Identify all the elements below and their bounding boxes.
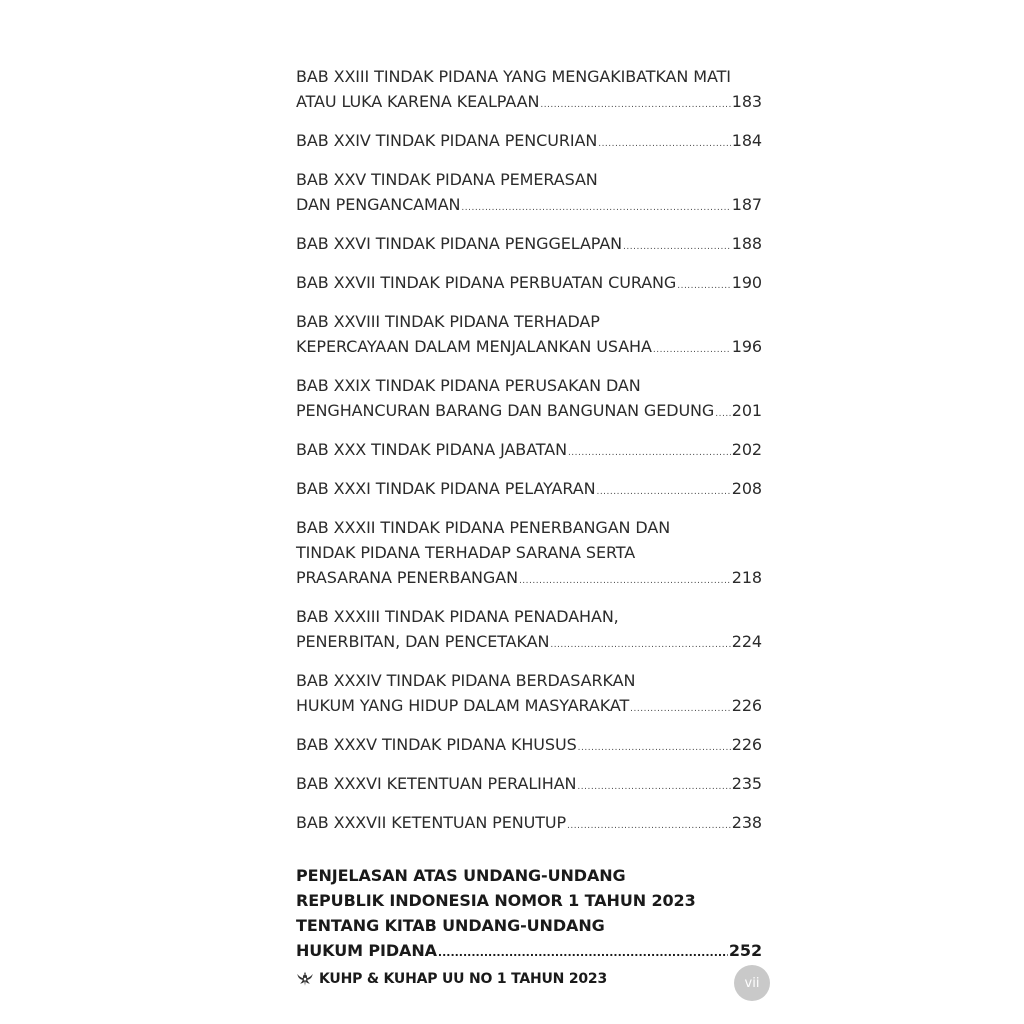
- dot-leader: [519, 569, 731, 594]
- toc-entries: [296, 64, 762, 839]
- page-number-badge: vii: [734, 965, 770, 1001]
- toc-entry[interactable]: [296, 64, 762, 118]
- table-of-contents: [296, 64, 762, 975]
- toc-page-number: 226: [731, 696, 762, 715]
- toc-entry[interactable]: [296, 309, 762, 363]
- toc-entry[interactable]: [296, 128, 762, 157]
- toc-entry[interactable]: [296, 515, 762, 594]
- toc-entry-last-line: [296, 128, 762, 157]
- page-footer: [296, 970, 607, 988]
- toc-entry-line: BAB XXXVII KETENTUAN PENUTUP: [296, 813, 567, 832]
- toc-entry-line: BAB XXIX TINDAK PIDANA PERUSAKAN DAN: [296, 376, 641, 395]
- toc-page-number: 202: [731, 440, 762, 459]
- toc-entry-line: HUKUM YANG HIDUP DALAM MASYARAKAT: [296, 696, 630, 715]
- toc-entry-explanation[interactable]: [296, 863, 762, 965]
- toc-page-number: 187: [731, 195, 762, 214]
- toc-entry-line: BAB XXXIII TINDAK PIDANA PENADAHAN,: [296, 607, 619, 626]
- toc-page-number: 184: [731, 131, 762, 150]
- toc-entry-line: BAB XXXI TINDAK PIDANA PELAYARAN: [296, 479, 596, 498]
- toc-entry-line: PENJELASAN ATAS UNDANG-UNDANG: [296, 866, 626, 885]
- toc-entry[interactable]: [296, 437, 762, 466]
- dot-leader: [438, 940, 728, 965]
- toc-entry-line: DAN PENGANCAMAN: [296, 195, 461, 214]
- toc-entry-last-line: [296, 693, 762, 722]
- toc-page-number: 190: [731, 273, 762, 292]
- dot-leader: [677, 274, 731, 299]
- toc-entry-last-line: [296, 192, 762, 221]
- toc-entry-line: BAB XXXV TINDAK PIDANA KHUSUS: [296, 735, 577, 754]
- dot-leader: [623, 235, 731, 260]
- toc-entry-last-line: [296, 231, 762, 260]
- toc-page-number: 224: [731, 632, 762, 651]
- dot-leader: [630, 697, 731, 722]
- dot-leader: [567, 814, 731, 839]
- toc-entry-line: HUKUM PIDANA: [296, 941, 437, 960]
- toc-entry-line: TINDAK PIDANA TERHADAP SARANA SERTA: [296, 543, 636, 562]
- dot-leader: [578, 736, 731, 761]
- toc-entry-line: BAB XXX TINDAK PIDANA JABATAN: [296, 440, 567, 459]
- toc-entry-last-line: [296, 398, 762, 427]
- toc-page-number: 208: [731, 479, 762, 498]
- toc-entry-last-line: [296, 771, 762, 800]
- footer-title: KUHP & KUHAP UU NO 1 TAHUN 2023: [319, 971, 608, 987]
- toc-entry[interactable]: [296, 668, 762, 722]
- toc-entry-line: PRASARANA PENERBANGAN: [296, 568, 518, 587]
- toc-page-number: 252: [728, 941, 762, 960]
- toc-entry-last-line: [296, 565, 762, 594]
- dot-leader: [598, 132, 731, 157]
- toc-entry[interactable]: [296, 771, 762, 800]
- toc-entry-last-line: [296, 270, 762, 299]
- toc-entry-line: KEPERCAYAAN DALAM MENJALANKAN USAHA: [296, 337, 652, 356]
- toc-entry-line: BAB XXXIV TINDAK PIDANA BERDASARKAN: [296, 671, 636, 690]
- toc-page-number: 188: [731, 234, 762, 253]
- toc-page-number: 201: [731, 401, 762, 420]
- toc-entry-last-line: [296, 732, 762, 761]
- toc-entry[interactable]: [296, 732, 762, 761]
- dot-leader: [715, 402, 731, 427]
- dot-leader: [653, 338, 731, 363]
- toc-entry[interactable]: [296, 231, 762, 260]
- dot-leader: [540, 93, 730, 118]
- toc-entry[interactable]: [296, 604, 762, 658]
- toc-entry-line: ATAU LUKA KARENA KEALPAAN: [296, 92, 540, 111]
- toc-page-number: 218: [731, 568, 762, 587]
- toc-entry[interactable]: [296, 167, 762, 221]
- toc-entry[interactable]: [296, 270, 762, 299]
- toc-entry-line: PENERBITAN, DAN PENCETAKAN: [296, 632, 550, 651]
- toc-page-number: 196: [731, 337, 762, 356]
- toc-entry-last-line: [296, 89, 762, 118]
- toc-page-number: 235: [731, 774, 762, 793]
- toc-page-number: 238: [731, 813, 762, 832]
- toc-entry-line: BAB XXIV TINDAK PIDANA PENCURIAN: [296, 131, 598, 150]
- dot-leader: [461, 196, 730, 221]
- toc-entry[interactable]: [296, 810, 762, 839]
- toc-entry-line: BAB XXV TINDAK PIDANA PEMERASAN: [296, 170, 598, 189]
- toc-entry-last-line: [296, 437, 762, 466]
- toc-entry-last-line: [296, 476, 762, 505]
- dot-leader: [577, 775, 730, 800]
- toc-entry-line: PENGHANCURAN BARANG DAN BANGUNAN GEDUNG: [296, 401, 715, 420]
- toc-entry-last-line: [296, 334, 762, 363]
- toc-entry-last-line: [296, 938, 762, 965]
- toc-entry-line: REPUBLIK INDONESIA NOMOR 1 TAHUN 2023: [296, 891, 696, 910]
- toc-page-number: 183: [731, 92, 762, 111]
- toc-page-number: 226: [731, 735, 762, 754]
- toc-entry-line: TENTANG KITAB UNDANG-UNDANG: [296, 916, 605, 935]
- garuda-emblem-icon: [296, 970, 314, 988]
- toc-entry-line: BAB XXIII TINDAK PIDANA YANG MENGAKIBATKAN MATI: [296, 67, 731, 86]
- toc-entry[interactable]: [296, 373, 762, 427]
- toc-entry-last-line: [296, 629, 762, 658]
- toc-entry-line: BAB XXXII TINDAK PIDANA PENERBANGAN DAN: [296, 518, 671, 537]
- dot-leader: [596, 480, 730, 505]
- toc-entry[interactable]: [296, 476, 762, 505]
- dot-leader: [550, 633, 730, 658]
- toc-entry-last-line: [296, 810, 762, 839]
- toc-entry-line: BAB XXXVI KETENTUAN PERALIHAN: [296, 774, 577, 793]
- toc-entry-line: BAB XXVII TINDAK PIDANA PERBUATAN CURANG: [296, 273, 677, 292]
- toc-entry-line: BAB XXVIII TINDAK PIDANA TERHADAP: [296, 312, 600, 331]
- dot-leader: [568, 441, 731, 466]
- toc-entry-line: BAB XXVI TINDAK PIDANA PENGGELAPAN: [296, 234, 623, 253]
